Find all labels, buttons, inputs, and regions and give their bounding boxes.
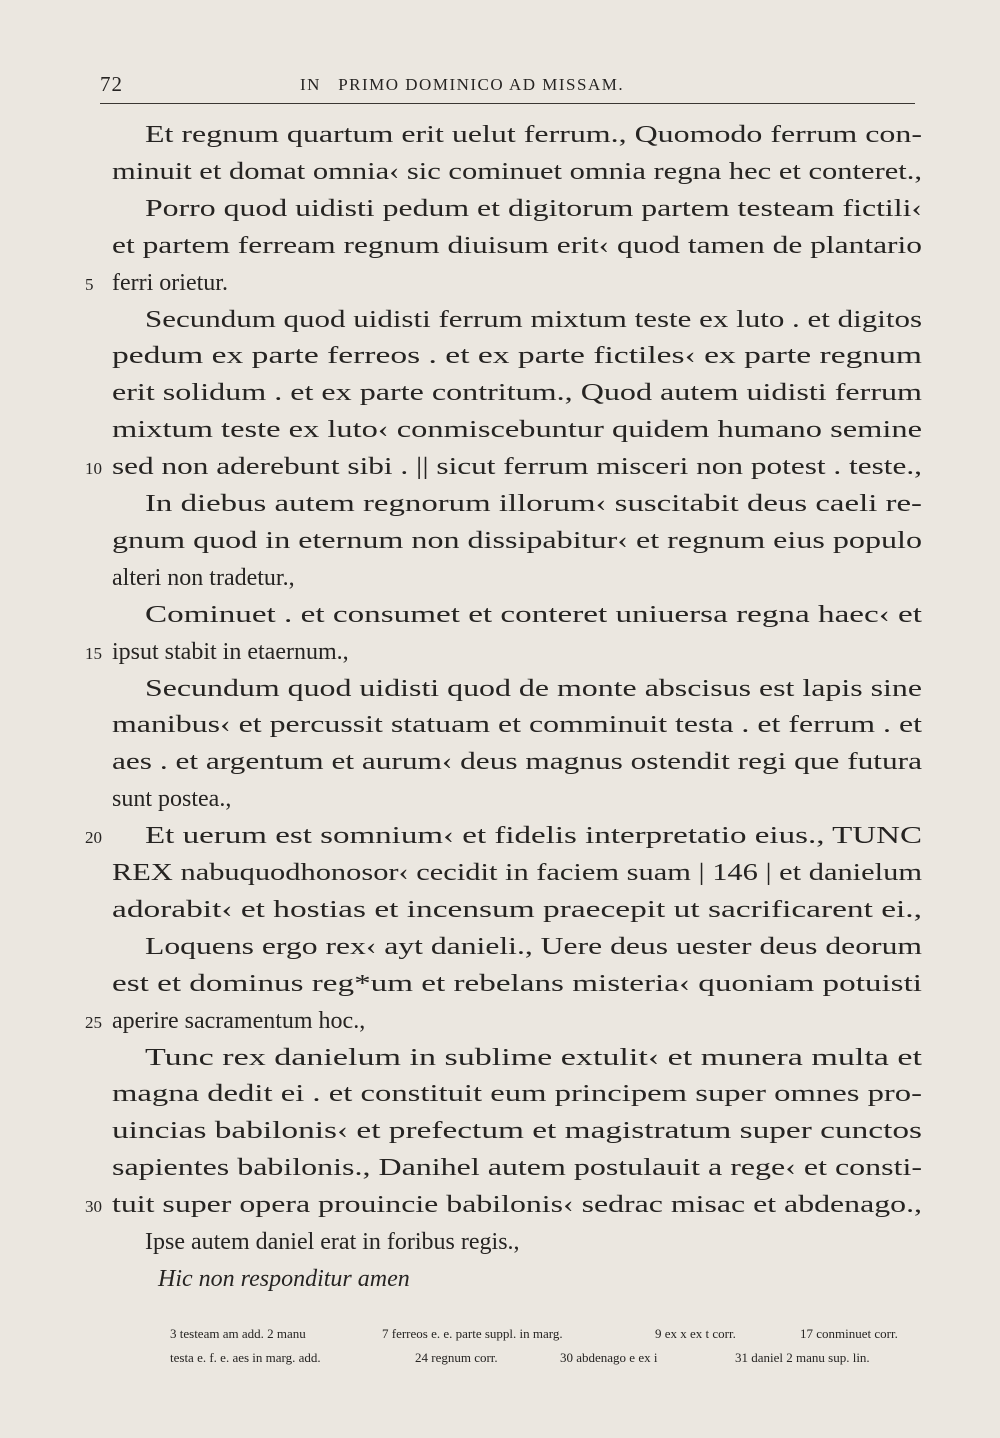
footnote: 17 conminuet corr. — [800, 1326, 898, 1341]
text-line — [0, 1229, 1000, 1267]
text-line — [0, 1155, 1000, 1193]
footnote: 3 testeam am add. 2 manu — [170, 1326, 306, 1341]
text-line — [0, 417, 1000, 455]
line-text: uincias babilonis‹ et prefectum et magistratum super cunctos — [112, 1118, 922, 1145]
line-text: Ipse autem daniel erat in foribus regis., — [145, 1229, 520, 1255]
text-line — [0, 380, 1000, 418]
line-text: manibus‹ et percussit statuam et comminuit testa . et ferrum . et — [112, 712, 922, 739]
line-text: ferri orietur. — [112, 269, 228, 296]
line-text: Hic non responditur amen — [158, 1265, 410, 1292]
line-text: Loquens ergo rex‹ ayt danieli., Uere deus uester deus deorum — [145, 933, 923, 960]
text-line — [0, 1266, 1000, 1304]
line-text: sed non aderebunt sibi . || sicut ferrum misceri non potest . teste., — [112, 454, 922, 481]
text-line — [0, 233, 1000, 271]
text-line — [0, 528, 1000, 566]
text-line — [0, 639, 1000, 677]
text-line — [0, 122, 1000, 160]
line-text: ipsut stabit in etaernum., — [112, 638, 349, 665]
footnote: 31 daniel 2 manu sup. lin. — [735, 1350, 870, 1365]
text-line — [0, 491, 1000, 529]
footnote: 24 regnum corr. — [415, 1350, 498, 1365]
line-text: Cominuet . et consumet et conteret uniuersa regna haec‹ et — [145, 601, 922, 628]
page-header — [0, 72, 1000, 102]
text-line — [0, 1118, 1000, 1156]
text-line — [0, 565, 1000, 603]
line-text: Secundum quod uidisti quod de monte abscisus est lapis sine — [145, 675, 922, 702]
line-text: REX nabuquodhonosor‹ cecidit in faciem suam | 146 | et danielum — [112, 860, 922, 886]
line-text: minuit et domat omnia‹ sic cominuet omnia regna hec et conteret., — [112, 158, 922, 185]
text-line — [0, 860, 1000, 898]
footnote: 9 ex x ex t corr. — [655, 1326, 736, 1341]
text-line — [0, 823, 1000, 861]
line-text: est et dominus reg*um et rebelans misteria‹ quoniam potuisti — [112, 970, 922, 997]
text-line — [0, 1045, 1000, 1083]
running-title: IN PRIMO DOMINICO AD MISSAM. — [300, 75, 625, 94]
line-number: 15 — [85, 643, 102, 663]
line-text: adorabit‹ et hostias et incensum praecepit ut sacrificarent ei., — [112, 896, 922, 923]
text-line — [0, 307, 1000, 345]
text-line — [0, 454, 1000, 492]
line-text: alteri non tradetur., — [112, 564, 295, 591]
line-text: Et uerum est somnium‹ et fidelis interpretatio eius., TUNC — [145, 823, 922, 850]
line-text: sunt postea., — [112, 786, 232, 813]
text-line — [0, 786, 1000, 824]
line-text: aperire sacramentum hoc., — [112, 1007, 366, 1034]
text-line — [0, 934, 1000, 972]
text-line — [0, 602, 1000, 640]
footnote: testa e. f. e. aes in marg. add. — [170, 1350, 321, 1365]
line-text: Secundum quod uidisti ferrum mixtum teste ex luto . et digitos — [145, 306, 922, 333]
line-text: Tunc rex danielum in sublime extulit‹ et munera multa et — [145, 1044, 923, 1071]
text-line — [0, 343, 1000, 381]
text-line — [0, 676, 1000, 714]
text-line — [0, 1081, 1000, 1119]
text-line — [0, 749, 1000, 787]
line-text: sapientes babilonis., Danihel autem postulauit a rege‹ et consti- — [112, 1155, 922, 1182]
footnote: 7 ferreos e. e. parte suppl. in marg. — [382, 1326, 563, 1341]
text-line — [0, 270, 1000, 308]
line-text: aes . et argentum et aurum‹ deus magnus ostendit regi que futura — [112, 749, 922, 776]
line-text: In diebus autem regnorum illorum‹ suscitabit deus caeli re- — [145, 491, 922, 517]
text-line — [0, 712, 1000, 750]
footnote: 30 abdenago e ex i — [560, 1350, 658, 1365]
line-number: 10 — [85, 459, 102, 479]
text-line — [0, 897, 1000, 935]
page-number: 72 — [100, 72, 123, 96]
text-line — [0, 1008, 1000, 1046]
line-text: et partem ferream regnum diuisum erit‹ quod tamen de plantario — [112, 232, 922, 259]
line-text: mixtum teste ex luto‹ conmiscebuntur quidem humano semine — [112, 417, 922, 444]
text-line — [0, 971, 1000, 1009]
line-text: Et regnum quartum erit uelut ferrum., Quomodo ferrum con- — [145, 122, 922, 148]
header-rule — [100, 103, 915, 104]
line-number: 20 — [85, 828, 102, 848]
text-line — [0, 159, 1000, 197]
line-number: 25 — [85, 1012, 102, 1032]
line-text: gnum quod in eternum non dissipabitur‹ et regnum eius populo — [112, 527, 923, 554]
line-text: erit solidum . et ex parte contritum., Quod autem uidisti ferrum — [112, 380, 922, 407]
line-number: 30 — [85, 1197, 102, 1217]
line-text: Porro quod uidisti pedum et digitorum partem testeam fictili‹ — [145, 195, 922, 222]
line-text: tuit super opera prouincie babilonis‹ sedrac misac et abdenago., — [112, 1192, 922, 1219]
text-line — [0, 196, 1000, 234]
line-number: 5 — [85, 274, 94, 294]
line-text: pedum ex parte ferreos . et ex parte fictiles‹ ex parte regnum — [112, 343, 922, 370]
line-text: magna dedit ei . et constituit eum principem super omnes pro- — [112, 1081, 922, 1108]
text-line — [0, 1192, 1000, 1230]
